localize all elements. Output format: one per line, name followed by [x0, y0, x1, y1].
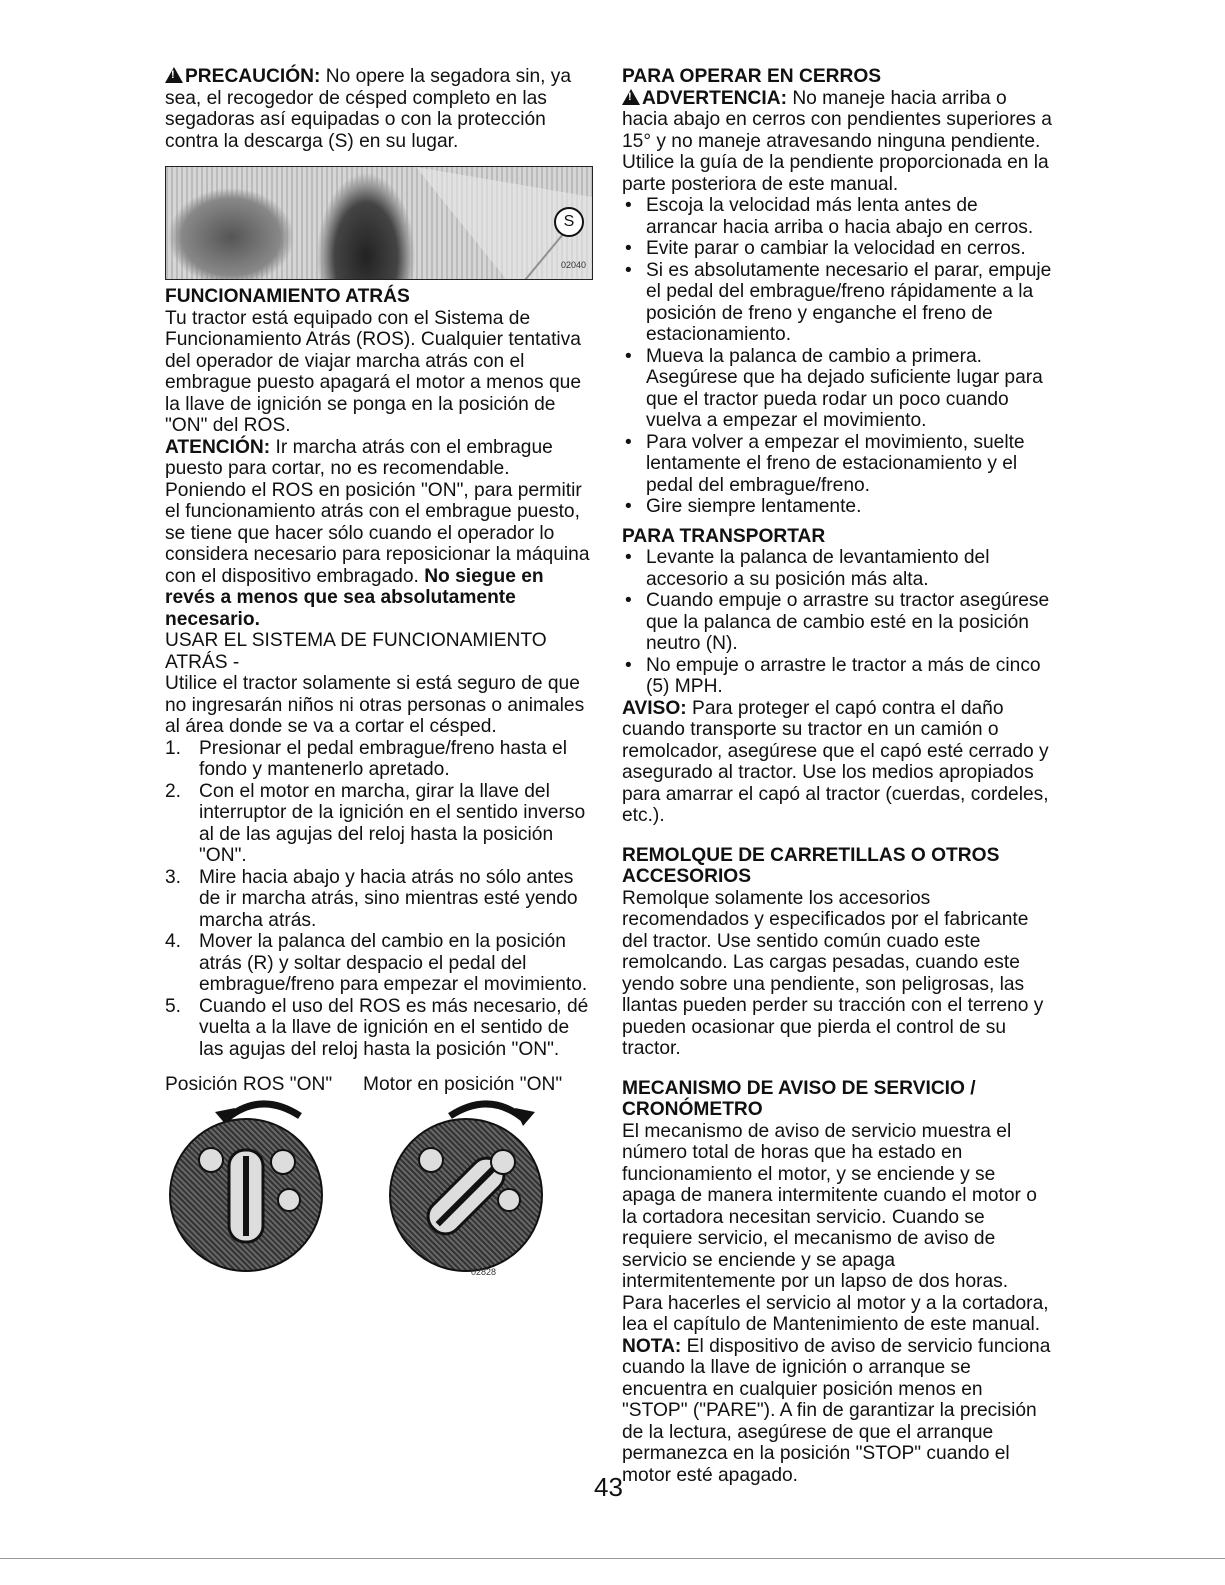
ros-heading: FUNCIONAMIENTO ATRÁS — [165, 286, 410, 307]
list-item: • Levante la palanca de levantamiento del accesorio a su posición más alta. — [622, 547, 1052, 590]
list-item: • Si es absolutamente necesario el parar, empuje el pedal del embrague/freno rápidamente a la posición de freno y enganche el freno de estacionamiento. — [622, 260, 1052, 346]
list-item — [165, 738, 593, 781]
ignition-dial-ros — [169, 1118, 323, 1272]
list-item: • Para volver a empezar el movimiento, suelte lentamente el freno de estacionamiento y el pedal del embrague/freno. — [622, 432, 1052, 497]
step-number: 3. — [165, 866, 182, 888]
use-heading: USAR EL SISTEMA DE FUNCIONAMIENTO ATRÁS - — [165, 630, 547, 673]
key-vertical-icon — [171, 1120, 321, 1270]
photo-code: 02040 — [560, 259, 586, 270]
step-text: Cuando el uso del ROS es más necesario, dé vuelta a la llave de ignición en el sentido de las agujas del reloj hasta la posición "ON". — [199, 995, 589, 1060]
ros-intro: Tu tractor está equipado con el Sistema de Funcionamiento Atrás (ROS). Cualquier tentativa del operador de viajar marcha atrás con el embrague puesto apagará el motor a menos que la llave de ignición se ponga en la posición de "ON" del ROS. — [165, 307, 581, 436]
step-text: Con el motor en marcha, girar la llave del interruptor de la ignición en el sentido inverso al de las agujas del reloj hasta la posición "ON". — [199, 780, 586, 866]
note-label: NOTA: — [622, 1335, 682, 1357]
warning-paragraph — [622, 88, 1052, 196]
step-number: 1. — [165, 737, 182, 759]
notice-paragraph — [622, 698, 1052, 827]
transport-heading: PARA TRANSPORTAR — [622, 525, 826, 547]
mower-discharge-photo — [165, 166, 593, 280]
bottom-rule — [0, 1558, 1225, 1559]
ignition-dial-motor — [389, 1118, 543, 1272]
list-item: • Gire siempre lentamente. — [622, 496, 1052, 518]
ignition-dials-figure — [165, 1066, 593, 1277]
dial-caption-motor: Motor en posición "ON" — [363, 1074, 563, 1095]
list-item — [165, 996, 593, 1061]
list-item: • No empuje o arrastre le tractor a más de cinco (5) MPH. — [622, 655, 1052, 698]
list-item — [165, 781, 593, 867]
warning-label: ADVERTENCIA: — [642, 87, 787, 109]
hills-bullets — [622, 195, 1052, 518]
attention-text: Ir marcha atrás con el embrague puesto para cortar, no es recomendable. Poniendo el ROS en posición "ON", para permitir el funcionamiento atrás con el embrague puesto, se tiene que hacer sólo cuando el operador lo considera necesario para reposicionar la máquina con el dispositivo embragado. — [165, 436, 590, 587]
page-number: 43 — [594, 1472, 623, 1502]
caution-label: PRECAUCIÓN: — [185, 66, 321, 87]
warning-text: No maneje hacia arriba o hacia abajo en cerros con pendientes superiores a 15° y no maneje atravesando ninguna pendiente. Utilice la guía de la pendiente proporcionada en la parte posteriora de este manual. — [622, 87, 1052, 195]
note-text: El dispositivo de aviso de servicio funciona cuando la llave de ignición o arranque se encuentra en cualquier posición menos en "STOP" ("PARE"). A fin de garantizar la precisión de la lectura, asegúrese de que el arranque permanezca en la posición "STOP" cuando el motor esté apagado. — [622, 1335, 1051, 1486]
list-item — [165, 867, 593, 932]
step-number: 5. — [165, 995, 182, 1017]
step-text: Mover la palanca del cambio en la posición atrás (R) y soltar despacio el pedal del embrague/freno para empezar el movimiento. — [199, 931, 588, 995]
ros-steps-list — [165, 738, 593, 1061]
key-diagonal-icon — [391, 1120, 541, 1270]
left-column — [165, 66, 593, 1277]
attention-paragraph — [165, 437, 593, 631]
discharge-pointer-line — [166, 167, 592, 279]
notice-text: Para proteger el capó contra el daño cuando transporte su tractor en un camión o remolcador, asegúrese que el capó esté cerrado y asegurado al tractor. Use los medios apropiados para amarrar el capó al tractor (cuerdas, cordeles, etc.). — [622, 697, 1049, 826]
step-text: Presionar el pedal embrague/freno hasta el fondo y mantenerlo apretado. — [199, 737, 567, 780]
towing-text: Remolque solamente los accesorios recomendados y especificados por el fabricante del tractor. Use sentido común cuado este remolcando. Las cargas pesadas, cuando este yendo sobre una pendiente, son peligrosas, las llantas pueden perder su tracción con el terreno y pueden ocasionar que pierda el control de su tractor. — [622, 887, 1044, 1059]
warning-triangle-icon — [165, 67, 183, 83]
note-paragraph — [622, 1336, 1052, 1487]
list-item: • Cuando empuje o arrastre su tractor asegúrese que la palanca de cambio esté en la posición neutro (N). — [622, 590, 1052, 655]
warning-triangle-icon — [622, 89, 640, 105]
towing-heading: REMOLQUE DE CARRETILLAS O OTROS ACCESORIOS — [622, 844, 1000, 887]
list-item: • Mueva la palanca de cambio a primera. Asegúrese que ha dejado suficiente lugar para que el tractor pueda rodar un poco cuando vuelva a empezar el movimiento. — [622, 346, 1052, 432]
attention-label: ATENCIÓN: — [165, 436, 271, 458]
list-item: • Evite parar o cambiar la velocidad en cerros. — [622, 238, 1052, 260]
step-text: Mire hacia abajo y hacia atrás no sólo antes de ir marcha atrás, sino mientras esté yendo marcha atrás. — [199, 866, 578, 931]
step-number: 2. — [165, 780, 182, 802]
right-column — [622, 66, 1052, 1486]
transport-bullets — [622, 547, 1052, 698]
step-number: 4. — [165, 931, 182, 952]
notice-label: AVISO: — [622, 697, 687, 719]
dial-code: 02828 — [471, 1267, 497, 1277]
service-text: El mecanismo de aviso de servicio muestra el número total de horas que ha estado en funcionamiento el motor, y se enciende y se apaga de manera intermitente cuando el motor o la cortadora necesitan servicio. Cuando se requiere servicio, el mecanismo de aviso de servicio se enciende y se apaga intermitentemente por un lapso de dos horas. Para hacerles el servicio al motor y a la cortadora, lea el capítulo de Mantenimiento de este manual. — [622, 1120, 1049, 1335]
hills-heading: PARA OPERAR EN CERROS — [622, 66, 882, 87]
photo-callout-s: S — [554, 207, 584, 237]
service-heading: MECANISMO DE AVISO DE SERVICIO / CRONÓMETRO — [622, 1077, 976, 1120]
list-item — [165, 931, 593, 996]
use-text: Utilice el tractor solamente si está seguro de que no ingresarán niños ni otras personas o animales al área donde se va a cortar el césped. — [165, 673, 585, 737]
dial-caption-ros: Posición ROS "ON" — [165, 1074, 333, 1095]
attention-bold: No siegue en revés a menos que sea absolutamente necesario. — [165, 565, 544, 630]
caution-paragraph — [165, 66, 593, 152]
list-item: • Escoja la velocidad más lenta antes de arrancar hacia arriba o hacia abajo en cerros. — [622, 195, 1052, 238]
caution-text: No opere la segadora sin, ya sea, el recogedor de césped completo en las segadoras así equipadas o con la protección contra la descarga (S) en su lugar. — [165, 66, 572, 152]
